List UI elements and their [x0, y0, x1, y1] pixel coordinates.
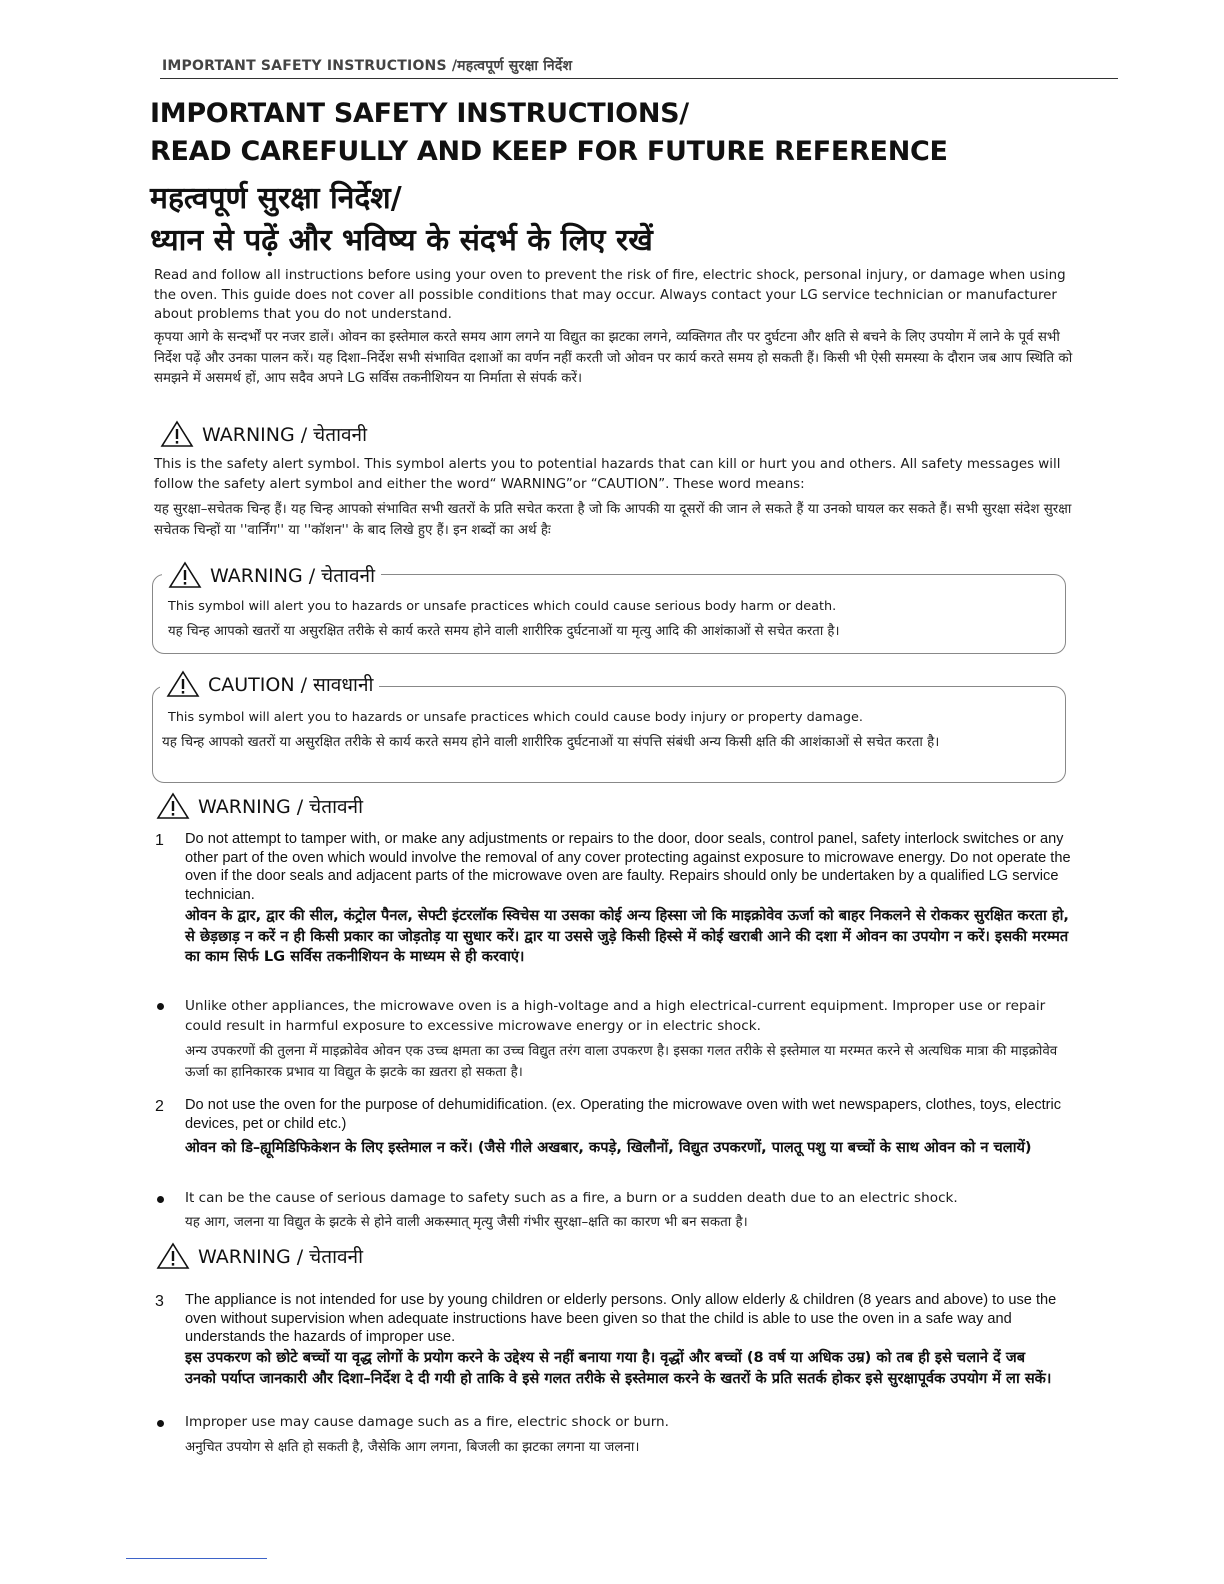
warning-section-2-heading [156, 1242, 363, 1270]
bullet-3-english: Improper use may cause damage such as a fire, electric shock or burn. [185, 1414, 669, 1430]
bullet-3-hindi: अनुचित उपयोग से क्षति हो सकती है, जैसेकि आग लगना, बिजली का झटका लगना या जलना। [185, 1440, 640, 1455]
item-2-hindi: ओवन को डि–ह्यूमिडिफिकेशन के लिए इस्तेमाल न करें। (जैसे गीले अखबार, कपड़े, खिलौनों, विद्युत उपकरणों, पालतू पशु या बच्चों के साथ ओवन को न चलायें) [185, 1139, 1032, 1156]
warning-box-hindi: यह चिन्ह आपको खतरों या असुरक्षित तरीके से कार्य करते समय होने वाली शारीरिक दुर्घटनाओं या मृत्यु आदि की आशंकाओं से सचेत करता है। [168, 624, 840, 639]
warning-triangle-icon [160, 420, 194, 448]
caution-triangle-icon [166, 670, 200, 698]
item-2-english: Do not use the oven for the purpose of dehumidification. (ex. Operating the microwave oven with wet newspapers, clothes, toys, electric devices, pet or child etc.) [185, 1097, 1062, 1132]
page-title-hindi-line-2: ध्यान से पढ़ें और भविष्य के संदर्भ के लिए रखें [150, 223, 653, 258]
alert-english: This is the safety alert symbol. This symbol alerts you to potential hazards that can kill or hurt you and others. All safety messages will follow the safety alert symbol and either the word“ WARNING”or “CAUTION”. These word means: [154, 457, 1061, 492]
warning-box-english: This symbol will alert you to hazards or unsafe practices which could cause serious body harm or death. [168, 599, 837, 614]
page-title-line-2: READ CAREFULLY AND KEEP FOR FUTURE REFERENCE [150, 136, 948, 167]
bullet-1-hindi: अन्य उपकरणों की तुलना में माइक्रोवेव ओवन एक उच्च क्षमता का उच्च विद्युत तरंग वाला उपकरण है। इसका गलत तरीके से इस्तेमाल या मरम्मत करने से अत्यधिक मात्रा की माइक्रोवेव ऊर्जा का हानिकारक प्रभाव या विद्युत के झटके का ख़तरा हो सकता है। [185, 1044, 1058, 1080]
alert-hindi: यह सुरक्षा–सचेतक चिन्ह हैं। यह चिन्ह आपको संभावित सभी खतरों के प्रति सचेत करता है जो कि आपकी या दूसरों की जान ले सकते हैं या उनको घायल कर सकते हैं। सभी सुरक्षा संदेश सुरक्षा सचेतक चिन्हों या ''वार्निंग'' या ''कॉशन'' के बाद लिखे हुए हैं। इन शब्दों का अर्थ हैः [154, 502, 1072, 538]
item-number-3: 3 [155, 1293, 164, 1310]
bullet-dot [157, 1003, 164, 1010]
item-number-2: 2 [155, 1098, 164, 1115]
warning-triangle-icon [156, 792, 190, 820]
caution-box-heading [160, 670, 379, 698]
bullet-dot [157, 1420, 164, 1427]
warning-triangle-icon [156, 1242, 190, 1270]
alert-symbol-heading [160, 420, 367, 448]
item-number-1: 1 [155, 832, 164, 849]
warning-section-1-label: WARNING / चेतावनी [198, 796, 364, 818]
running-header: IMPORTANT SAFETY INSTRUCTIONS /महत्वपूर्ण सुरक्षा निर्देश [162, 58, 573, 74]
warning-box-label: WARNING / चेतावनी [210, 565, 376, 587]
alert-heading-label: WARNING / चेतावनी [202, 424, 368, 446]
page-title-hindi-line-1: महत्वपूर्ण सुरक्षा निर्देश/ [150, 181, 402, 216]
item-1-hindi: ओवन के द्वार, द्वार की सील, कंट्रोल पैनल, सेफ्टी इंटरलॉक स्विचेस या उसका कोई अन्य हिस्सा जो कि माइक्रोवेव ऊर्जा को बाहर निकलने से रोककर सुरक्षित करता हो, से छेड़छाड़ न करें न ही किसी प्रकार का जोड़तोड़ या सुधार करें। द्वार या उससे जुड़े किसी हिस्से में कोई खराबी आने की दशा में ओवन का उपयोग न करें। इसकी मरम्मत का काम सिर्फ LG सर्विस तकनीशियन के माध्यम से ही करवाएं। [185, 907, 1069, 965]
bullet-2-hindi: यह आग, जलना या विद्युत के झटके से होने वाली अकस्मात् मृत्यु जैसी गंभीर सुरक्षा–क्षति का कारण भी बन सकता है। [185, 1215, 748, 1230]
intro-hindi: कृपया आगे के सन्दर्भों पर नजर डालें। ओवन का इस्तेमाल करते समय आग लगने या विद्युत का झटका लगने, व्यक्तिगत तौर पर दुर्घटना और क्षति से बचने के लिए उपयोग में लाने के पूर्व सभी निर्देश पढ़ें और उनका पालन करें। यह दिशा–निर्देश सभी संभावित दशाओं का वर्णन नहीं करती जो ओवन पर कार्य करते समय हो सकती हैं। किसी भी ऐसी समस्या के दौरान जब आप स्थिति को समझने में असमर्थ हों, आप सदैव अपने LG सर्विस तकनीशियन या निर्माता से संपर्क करें। [154, 330, 1073, 386]
item-3-hindi: इस उपकरण को छोटे बच्चों या वृद्ध लोगों के प्रयोग करने के उद्देश्य से नहीं बनाया गया है। वृद्धों और बच्चों (8 वर्ष या अधिक उम्र) को तब ही इसे चलाने दें जब उनको पर्याप्त जानकारी और दिशा–निर्देश दे दी गयी हो ताकि वे इसे गलत तरीके से इस्तेमाल करने के खतरों के प्रति सतर्क होकर इसे सुरक्षापूर्वक उपयोग में ला सकें। [185, 1349, 1052, 1387]
caution-box-hindi: यह चिन्ह आपको खतरों या असुरक्षित तरीके से कार्य करते समय होने वाली शारीरिक दुर्घटनाओं या संपत्ति संबंधी अन्य किसी क्षति की आशंकाओं से सचेत करता है। [162, 735, 940, 750]
bullet-1-english: Unlike other appliances, the microwave oven is a high-voltage and a high electrical-current equipment. Improper use or repair could result in harmful exposure to excessive microwave energy or in electric shock. [185, 998, 1046, 1034]
header-divider [160, 78, 1118, 79]
warning-section-2-label: WARNING / चेतावनी [198, 1246, 364, 1268]
item-1-english: Do not attempt to tamper with, or make any adjustments or repairs to the door, door seals, control panel, safety interlock switches or any other part of the oven which would involve the removal of any cover protecting against exposure to microwave energy. Do not operate the oven if the door seals and adjacent parts of the microwave oven are faulty. Repairs should only be undertaken by a qualified LG service technician. [185, 831, 1071, 903]
footnote-rule [126, 1558, 267, 1559]
page-title-line-1: IMPORTANT SAFETY INSTRUCTIONS/ [150, 98, 689, 129]
warning-triangle-icon [168, 561, 202, 589]
item-3-english: The appliance is not intended for use by young children or elderly persons. Only allow elderly & children (8 years and above) to use the oven without supervision when adequate instructions have been given so that the child is able to use the oven in a safe way and understands the hazards of improper use. [185, 1292, 1057, 1345]
bullet-2-english: It can be the cause of serious damage to safety such as a fire, a burn or a sudden death due to an electric shock. [185, 1190, 958, 1206]
bullet-dot [157, 1196, 164, 1203]
warning-section-1-heading [156, 792, 363, 820]
warning-box-heading [162, 561, 381, 589]
caution-box-label: CAUTION / सावधानी [208, 674, 374, 696]
intro-english: Read and follow all instructions before using your oven to prevent the risk of fire, electric shock, personal injury, or damage when using the oven. This guide does not cover all possible conditions that may occur. Always contact your LG service technician or manufacturer about problems that you do not understand. [154, 268, 1066, 322]
caution-box-english: This symbol will alert you to hazards or unsafe practices which could cause body injury or property damage. [168, 710, 863, 725]
